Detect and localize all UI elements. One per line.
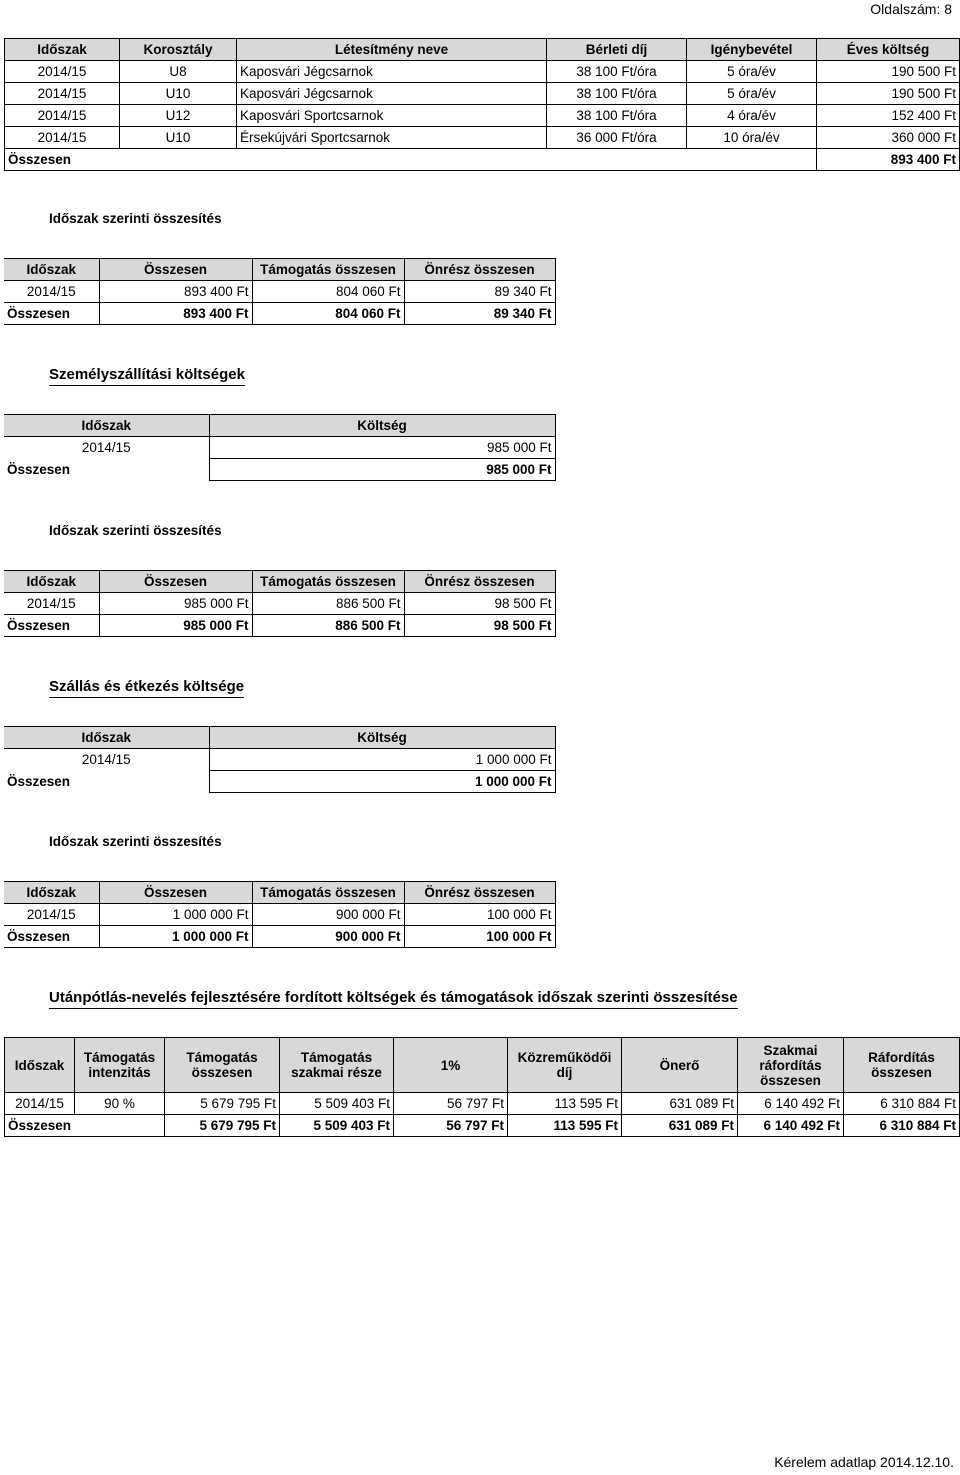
cell: 2014/15: [81, 752, 131, 768]
col-header: Ráfordítás összesen: [844, 1038, 960, 1093]
table-row: [5, 127, 960, 149]
footer-text: Kérelem adatlap 2014.12.10.: [774, 1454, 954, 1470]
cell: 2014/15: [4, 593, 99, 615]
facility-table: [4, 38, 960, 171]
cell: 5 509 403 Ft: [280, 1093, 394, 1115]
cell: 985 000 Ft: [99, 593, 252, 615]
table-row: [4, 593, 555, 615]
cell: 89 340 Ft: [404, 303, 555, 325]
cell: 100 000 Ft: [404, 904, 555, 926]
total-row: [4, 459, 555, 481]
cell: 38 100 Ft/óra: [547, 105, 687, 127]
cell: 4 óra/év: [687, 105, 817, 127]
cell: 631 089 Ft: [622, 1093, 738, 1115]
col-header: Támogatás összesen: [165, 1038, 280, 1093]
total-row: [4, 303, 555, 325]
col-header: Támogatás szakmai része: [280, 1038, 394, 1093]
col-header: Szakmai ráfordítás összesen: [738, 1038, 844, 1093]
col-header: Összesen: [99, 882, 252, 904]
col-header: Közreműködői díj: [508, 1038, 622, 1093]
col-header: Létesítmény neve: [237, 39, 547, 61]
cell: 985 000 Ft: [209, 459, 555, 481]
table-row: [5, 105, 960, 127]
cell: 1 000 000 Ft: [209, 749, 555, 771]
cell: 113 595 Ft: [508, 1115, 622, 1137]
cell: 985 000 Ft: [99, 615, 252, 637]
cell: 2014/15: [5, 83, 120, 105]
col-header: Költség: [209, 727, 555, 749]
cell: 631 089 Ft: [622, 1115, 738, 1137]
col-header: Önrész összesen: [404, 882, 555, 904]
cell: Érsekújvári Sportcsarnok: [237, 127, 547, 149]
cell: 98 500 Ft: [404, 615, 555, 637]
section-title: Időszak szerinti összesítés: [49, 523, 222, 538]
cell: U12: [120, 105, 237, 127]
cell: 36 000 Ft/óra: [547, 127, 687, 149]
cell: Kaposvári Sportcsarnok: [237, 105, 547, 127]
cost-table: [4, 414, 556, 481]
col-header: Időszak: [4, 882, 99, 904]
total-value: 893 400 Ft: [817, 149, 960, 171]
col-header: Támogatás intenzitás: [75, 1038, 165, 1093]
cell: 6 140 492 Ft: [738, 1093, 844, 1115]
cell: 6 310 884 Ft: [844, 1093, 960, 1115]
cell: 5 679 795 Ft: [165, 1115, 280, 1137]
cell: 360 000 Ft: [817, 127, 960, 149]
col-header: Támogatás összesen: [252, 259, 404, 281]
cell: 10 óra/év: [687, 127, 817, 149]
cell: U10: [120, 83, 237, 105]
cell: 1 000 000 Ft: [99, 904, 252, 926]
cell: Kaposvári Jégcsarnok: [237, 61, 547, 83]
cell: U10: [120, 127, 237, 149]
table-row: [5, 1093, 960, 1115]
cell: 2014/15: [81, 440, 131, 456]
cell: Kaposvári Jégcsarnok: [237, 83, 547, 105]
col-header: 1%: [394, 1038, 508, 1093]
cell: 38 100 Ft/óra: [547, 61, 687, 83]
table-row: [4, 749, 555, 771]
final-summary-table: [4, 1037, 960, 1137]
section-title: Személyszállítási költségek: [49, 366, 245, 386]
cell: 152 400 Ft: [817, 105, 960, 127]
summary-table: [4, 881, 556, 948]
cell: 804 060 Ft: [252, 281, 404, 303]
total-row: [4, 926, 555, 948]
cell: 2014/15: [4, 281, 99, 303]
cell: 1 000 000 Ft: [99, 926, 252, 948]
cell: 113 595 Ft: [508, 1093, 622, 1115]
col-header: Időszak: [5, 1038, 75, 1093]
summary-table: [4, 570, 556, 637]
cell: 5 óra/év: [687, 83, 817, 105]
cell: 5 óra/év: [687, 61, 817, 83]
section-title: Utánpótlás-nevelés fejlesztésére fordított költségek és támogatások időszak szerinti összesítése: [49, 989, 738, 1009]
total-row: [4, 771, 555, 793]
cell: 6 310 884 Ft: [844, 1115, 960, 1137]
table-row: [4, 904, 555, 926]
cell: 1 000 000 Ft: [209, 771, 555, 793]
total-row: [5, 1115, 960, 1137]
cell: 190 500 Ft: [817, 83, 960, 105]
cell: 2014/15: [5, 127, 120, 149]
col-header: Összesen: [99, 259, 252, 281]
cell: 2014/15: [5, 1093, 75, 1115]
col-header: Önrész összesen: [404, 259, 555, 281]
col-header: Bérleti díj: [547, 39, 687, 61]
col-header: Időszak: [5, 39, 120, 61]
cell: Összesen: [4, 615, 99, 637]
total-row: [4, 615, 555, 637]
cell: 38 100 Ft/óra: [547, 83, 687, 105]
cell: Összesen: [7, 462, 71, 477]
col-header: Támogatás összesen: [252, 571, 404, 593]
table-row: [5, 83, 960, 105]
cell: 804 060 Ft: [252, 303, 404, 325]
col-header: Önerő: [622, 1038, 738, 1093]
table-row: [4, 281, 555, 303]
col-header: Támogatás összesen: [252, 882, 404, 904]
cell: Összesen: [5, 1115, 75, 1137]
cell: 893 400 Ft: [99, 281, 252, 303]
cost-table: [4, 726, 556, 793]
table-row: [4, 437, 555, 459]
summary-table: [4, 258, 556, 325]
cell: U8: [120, 61, 237, 83]
col-header: Időszak: [4, 415, 209, 437]
table-row: [5, 61, 960, 83]
total-label: Összesen: [5, 149, 120, 171]
cell: 190 500 Ft: [817, 61, 960, 83]
cell: 6 140 492 Ft: [738, 1115, 844, 1137]
cell: 2014/15: [5, 105, 120, 127]
cell: 5 509 403 Ft: [280, 1115, 394, 1137]
cell: Összesen: [4, 926, 99, 948]
cell: 56 797 Ft: [394, 1115, 508, 1137]
cell: 900 000 Ft: [252, 926, 404, 948]
col-header: Önrész összesen: [404, 571, 555, 593]
cell: Összesen: [7, 774, 71, 789]
cell: 985 000 Ft: [209, 437, 555, 459]
page-number: Oldalszám: 8: [870, 1, 952, 17]
section-title: Időszak szerinti összesítés: [49, 834, 222, 849]
section-title: Szállás és étkezés költsége: [49, 678, 244, 698]
cell: 100 000 Ft: [404, 926, 555, 948]
section-title: Időszak szerinti összesítés: [49, 211, 222, 226]
cell: 56 797 Ft: [394, 1093, 508, 1115]
col-header: Igénybevétel: [687, 39, 817, 61]
cell: [75, 1115, 165, 1137]
cell: 900 000 Ft: [252, 904, 404, 926]
cell: 2014/15: [5, 61, 120, 83]
cell: 886 500 Ft: [252, 593, 404, 615]
col-header: Időszak: [4, 571, 99, 593]
total-row: [5, 149, 960, 171]
cell: 2014/15: [4, 904, 99, 926]
cell: 90 %: [75, 1093, 165, 1115]
cell: 893 400 Ft: [99, 303, 252, 325]
col-header: Éves költség: [817, 39, 960, 61]
cell: Összesen: [4, 303, 99, 325]
cell: 5 679 795 Ft: [165, 1093, 280, 1115]
cell: 886 500 Ft: [252, 615, 404, 637]
cell: 98 500 Ft: [404, 593, 555, 615]
cell: 89 340 Ft: [404, 281, 555, 303]
col-header: Időszak: [4, 727, 209, 749]
col-header: Időszak: [4, 259, 99, 281]
col-header: Korosztály: [120, 39, 237, 61]
col-header: Összesen: [99, 571, 252, 593]
col-header: Költség: [209, 415, 555, 437]
